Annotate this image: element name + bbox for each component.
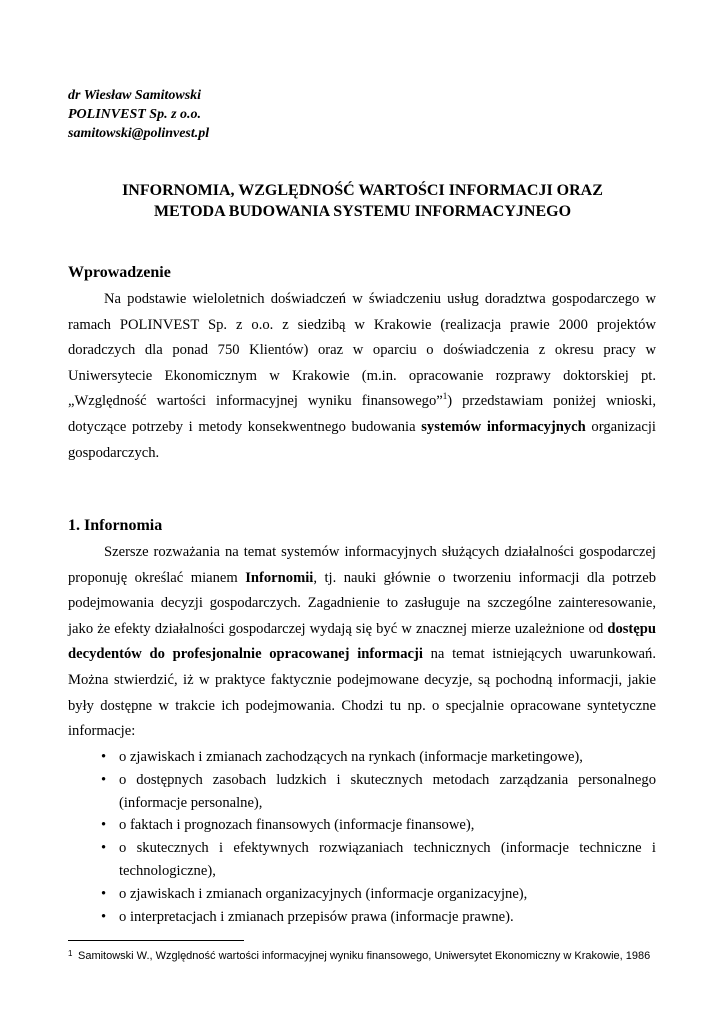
list-item: • o zjawiskach i zmianach organizacyjnych (informacje organizacyjne), xyxy=(68,883,656,906)
s1-text-2: , tj. nauki głównie o tworzeniu informacji dla potrzeb podejmowania decyzji gospodarczych. Zagadnienie to zasługuje na szczególne zainteresowanie, jako że efekty działalności gospodarczej wydają się być w znacznej mierze uzależnione od xyxy=(68,569,657,637)
footnote-reference: 1 xyxy=(442,391,448,402)
intro-text-2: ) przedstawiam poniżej wnioski, dotyczące potrzeby i metody konsekwentnego budowania xyxy=(68,393,657,435)
list-item: • o zjawiskach i zmianach zachodzących na rynkach (informacje marketingowe), xyxy=(68,746,656,769)
s1-text-1: Szersze rozważania na temat systemów informacyjnych służących działalności gospodarczej proponuję określać mianem xyxy=(68,544,656,586)
bullet-icon: • xyxy=(101,908,107,925)
footnote-separator xyxy=(68,940,244,941)
title-line-1: INFORNOMIA, WZGLĘDNOŚĆ WARTOŚCI INFORMACJI ORAZ xyxy=(122,182,603,199)
author-name: dr Wiesław Samitowski xyxy=(68,88,202,103)
bullet-icon: • xyxy=(101,771,107,788)
s1-bold-dostep: dostępu decydentów do profesjonalnie opracowanej informacji xyxy=(68,620,656,663)
list-item: • o faktach i prognozach finansowych (informacje finansowe), xyxy=(68,814,656,837)
information-types-list xyxy=(68,746,656,928)
document-title xyxy=(60,180,665,222)
bullet-icon: • xyxy=(101,840,107,857)
intro-paragraph xyxy=(68,287,656,466)
intro-text-1: Na podstawie wieloletnich doświadczeń w świadczeniu usług doradztwa gospodarczego w ramach POLINVEST Sp. z o.o. z siedzibą w Krakowie (realizacja prawie 2000 projektów doradczych dla ponad 750 Klientów) oraz w oparciu o doświadczenia z okresu pracy w Uniwersytecie Ekonomicznym w Krakowie (m.in. opracowanie rozprawy doktorskiej pt. „Względność wartości informacyjnej wyniku finansowego” xyxy=(68,291,656,410)
footnote-text: Samitowski W., Względność wartości informacyjnej wyniku finansowego, Uniwersytet Ekonomiczny w Krakowie, 1986 xyxy=(78,950,651,962)
bullet-icon: • xyxy=(101,817,107,834)
title-line-2: METODA BUDOWANIA SYSTEMU INFORMACYJNEGO xyxy=(153,203,572,220)
intro-heading: Wprowadzenie xyxy=(68,264,171,281)
list-item: • o interpretacjach i zmianach przepisów prawa (informacje prawne). xyxy=(68,906,656,929)
s1-bold-infornomii: Infornomii xyxy=(245,569,314,586)
list-item: • o dostępnych zasobach ludzkich i skutecznych metodach zarządzania personalnego (informacje personalne), xyxy=(68,769,656,815)
intro-bold-term: systemów informacyjnych xyxy=(421,418,586,435)
author-email: samitowski@polinvest.pl xyxy=(68,126,210,141)
section-1-paragraph xyxy=(68,540,656,745)
author-block xyxy=(68,86,209,143)
bullet-icon: • xyxy=(101,885,107,902)
author-company: POLINVEST Sp. z o.o. xyxy=(68,107,202,122)
list-item: • o skutecznych i efektywnych rozwiązaniach technicznych (informacje techniczne i technologiczne), xyxy=(68,837,656,883)
footnote-number: 1 xyxy=(68,949,73,958)
s1-text-3: na temat istniejących uwarunkowań. Można stwierdzić, iż w praktyce faktycznie podejmowane decyzje, są pochodną informacji, jakie były dostępne w trakcie ich podejmowania. Chodzi tu np. o specjalnie opracowane syntetyczne informacje: xyxy=(68,646,656,740)
bullet-icon: • xyxy=(101,749,107,765)
section-1-heading: 1. Infornomia xyxy=(68,517,163,534)
footnote xyxy=(68,948,656,965)
intro-text-3: organizacji gospodarczych. xyxy=(68,418,656,461)
